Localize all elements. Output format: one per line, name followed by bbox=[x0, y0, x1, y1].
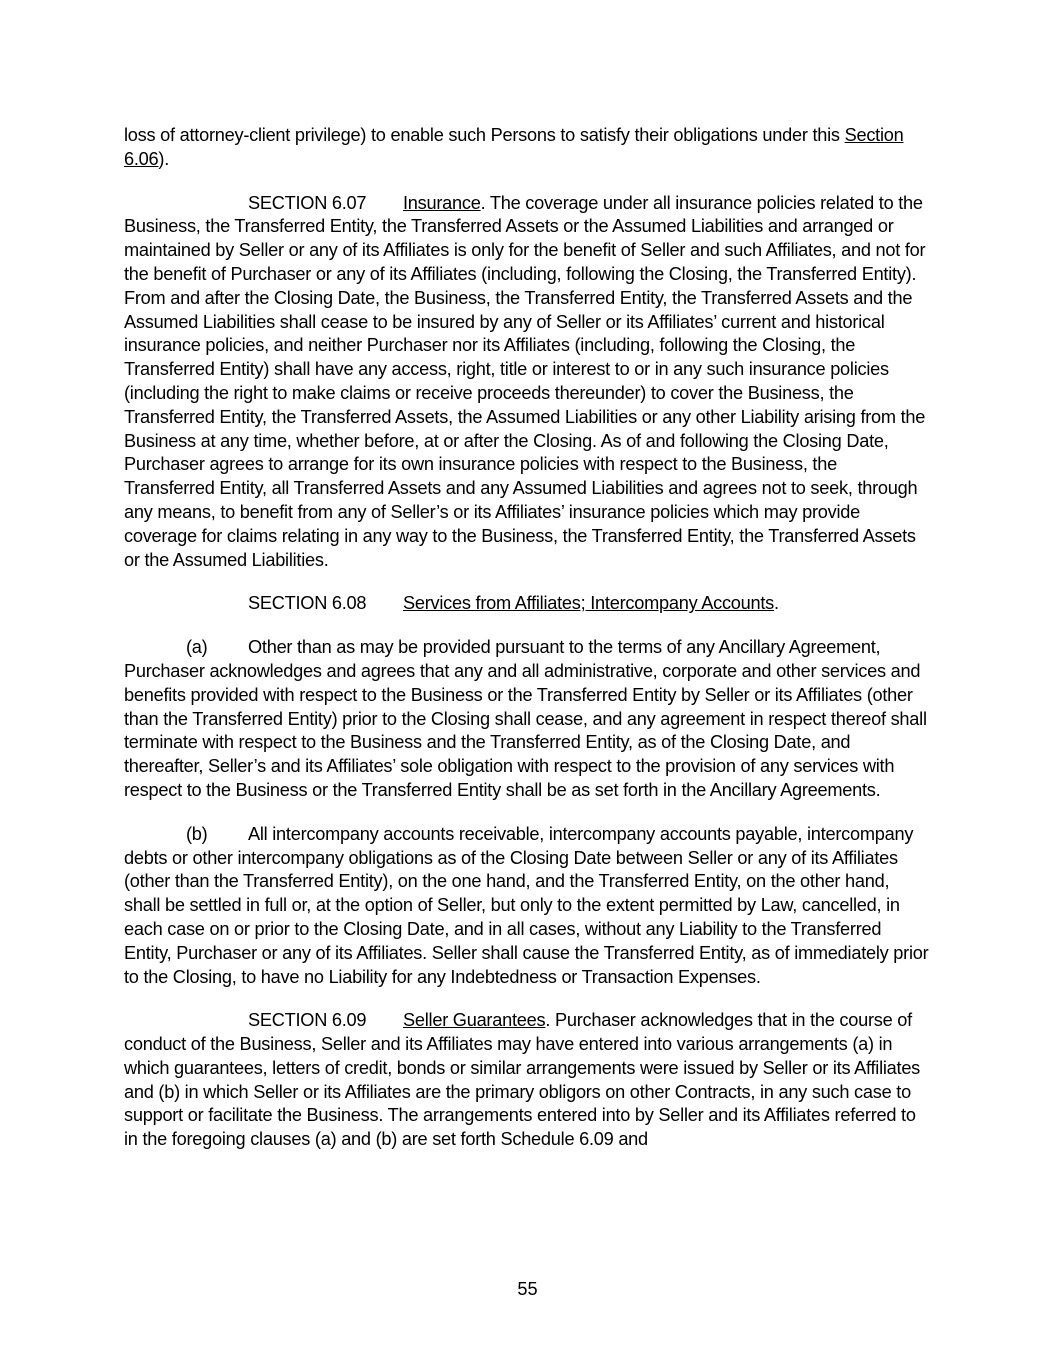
section-6-09-title-punct: . bbox=[545, 1010, 551, 1031]
section-6-07-body: The coverage under all insurance policies related to the Business, the Transferred Entity, the Transferred Assets or the Assumed Liabilities and arranged or maintained by Seller or any of its Affiliates is only for the benefit of Seller and such Affiliates, and not for the benefit of Purchaser or any of its Affiliates (including, following the Closing, the Transferred Entity). From and after the Closing Date, the Business, the Transferred Entity, the Transferred Assets and the Assumed Liabilities shall cease to be insured by any of Seller or its Affiliates’ current and historical insurance policies, and neither Purchaser nor its Affiliates (including, following the Closing, the Transferred Entity) shall have any access, right, title or interest to or in any such insurance policies (including the right to make claims or receive proceeds thereunder) to cover the Business, the Transferred Entity, the Transferred Assets, the Assumed Liabilities or any other Liability arising from the Business at any time, whether before, at or after the Closing. As of and following the Closing Date, Purchaser agrees to arrange for its own insurance policies with respect to the Business, the Transferred Entity, all Transferred Assets and any Assumed Liabilities and agrees not to seek, through any means, to benefit from any of Seller’s or its Affiliates’ insurance policies which may provide coverage for claims relating in any way to the Business, the Transferred Entity, the Transferred Assets or the Assumed Liabilities. bbox=[124, 192, 926, 570]
section-6-09-title: Seller Guarantees bbox=[403, 1010, 546, 1031]
section-reference-link: Section 6.06 bbox=[124, 125, 904, 169]
section-6-09-body: Purchaser acknowledges that in the course of conduct of the Business, Seller and its Affiliates may have entered into various arrangements (a) in which guarantees, letters of credit, bonds or similar arrangements were issued by Seller or its Affiliates and (b) in which Seller or its Affiliates are the primary obligors on other Contracts, in any such case to support or facilitate the Business. The arrangements entered into by Seller and its Affiliates referred to in the foregoing clauses (a) and (b) are set forth Schedule 6.09 and bbox=[124, 1010, 921, 1150]
section-6-08-a-body: Other than as may be provided pursuant to the terms of any Ancillary Agreement, Purchaser acknowledges and agrees that any and all administrative, corporate and other services and benefits provided with respect to the Business or the Transferred Entity by Seller or its Affiliates (other than the Transferred Entity) prior to the Closing shall cease, and any agreement in respect thereof shall terminate with respect to the Business and the Transferred Entity, as of the Closing Date, and thereafter, Seller’s and its Affiliates’ sole obligation with respect to the provision of any services with respect to the Business or the Transferred Entity shall be as set forth in the Ancillary Agreements. bbox=[124, 637, 927, 800]
continuation-text: loss of attorney-client privilege) to enable such Persons to satisfy their obligations under this bbox=[124, 125, 845, 145]
section-6-09-paragraph bbox=[124, 1009, 930, 1152]
document-page bbox=[124, 124, 930, 1152]
section-6-08-number: SECTION 6.08 bbox=[248, 593, 367, 614]
continuation-text-end: ). bbox=[158, 148, 170, 169]
section-6-08-b-paragraph bbox=[124, 823, 930, 990]
section-6-08-b-body: All intercompany accounts receivable, intercompany accounts payable, intercompany debts or other intercompany obligations as of the Closing Date between Seller or any of its Affiliates (other than the Transferred Entity), on the one hand, and the Transferred Entity, on the other hand, shall be settled in full or, at the option of Seller, but only to the extent permitted by Law, cancelled, in each case on or prior to the Closing Date, and in all cases, without any Liability to the Transferred Entity, Purchaser or any of its Affiliates. Seller shall cause the Transferred Entity, as of immediately prior to the Closing, to have no Liability for any Indebtedness or Transaction Expenses. bbox=[124, 823, 929, 987]
section-6-09-number: SECTION 6.09 bbox=[248, 1010, 367, 1031]
section-6-08-a-label: (a) bbox=[186, 637, 208, 658]
section-6-07-title-punct: . bbox=[480, 192, 486, 213]
section-6-07-paragraph bbox=[124, 192, 930, 573]
section-6-08-title-punct: . bbox=[774, 593, 779, 614]
section-6-08-a-paragraph bbox=[124, 636, 930, 803]
page-number: 55 bbox=[517, 1279, 538, 1299]
continuation-paragraph bbox=[124, 124, 930, 172]
section-6-08-b-label: (b) bbox=[186, 823, 208, 844]
section-6-07-title: Insurance bbox=[403, 192, 481, 213]
section-6-08-heading bbox=[124, 592, 930, 616]
section-6-08-title: Services from Affiliates; Intercompany Accounts bbox=[403, 593, 775, 614]
section-6-07-number: SECTION 6.07 bbox=[248, 192, 367, 213]
